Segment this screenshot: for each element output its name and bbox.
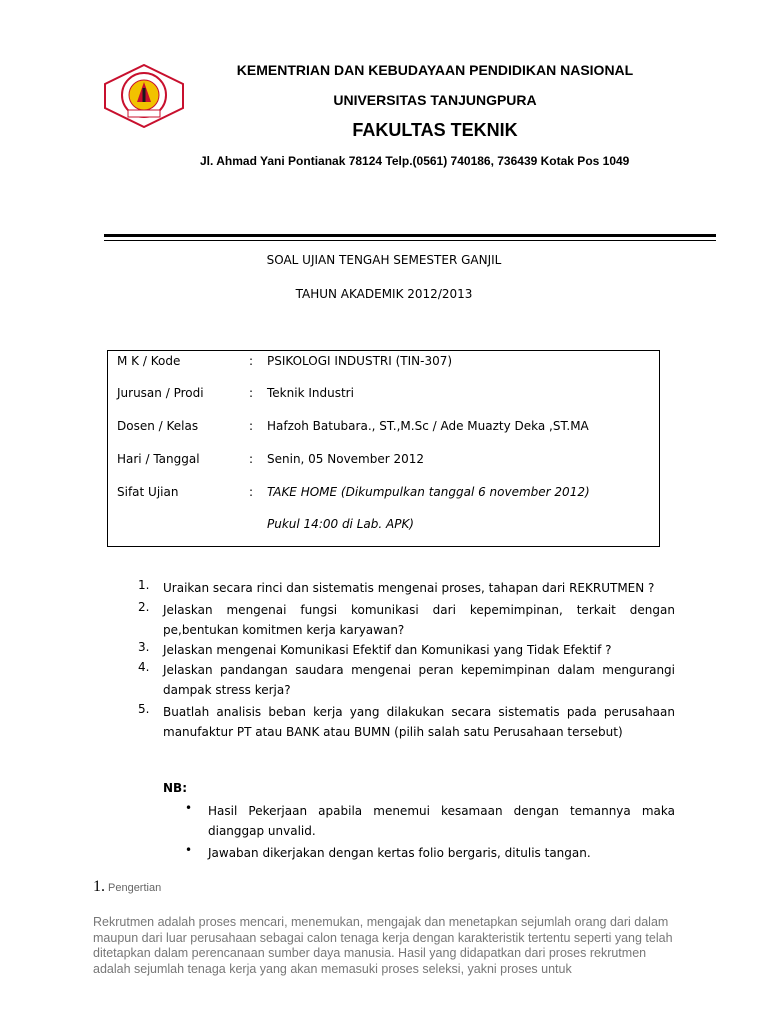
- exam-info-box: [107, 350, 660, 547]
- question-number: 1.: [138, 578, 150, 592]
- university-heading: UNIVERSITAS TANJUNGPURA: [333, 92, 537, 108]
- question-text: Jelaskan mengenai Komunikasi Efektif dan Komunikasi yang Tidak Efektif ?: [163, 643, 612, 657]
- university-logo: [104, 64, 184, 128]
- question-number: 5.: [138, 702, 150, 716]
- info-colon: :: [249, 419, 254, 433]
- exam-title: SOAL UJIAN TENGAH SEMESTER GANJIL: [266, 253, 502, 267]
- question-text: Buatlah analisis beban kerja yang dilakukan secara sistematis pada perusahaan manufaktur PT atau BANK atau BUMN (pilih salah satu Perusahaan tersebut): [163, 705, 675, 739]
- question-number: 4.: [138, 660, 150, 674]
- info-value-continuation: Pukul 14:00 di Lab. APK): [267, 517, 414, 531]
- header-divider-thick: [104, 234, 716, 237]
- address-line: Jl. Ahmad Yani Pontianak 78124 Telp.(0561) 740186, 736439 Kotak Pos 1049: [200, 154, 630, 168]
- question-text: Jelaskan mengenai fungsi komunikasi dari kepemimpinan, terkait dengan pe,bentukan komitmen kerja karyawan?: [163, 603, 675, 637]
- nb-item: Jawaban dikerjakan dengan kertas folio bergaris, ditulis tangan.: [208, 846, 591, 860]
- info-value: PSIKOLOGI INDUSTRI (TIN-307): [267, 354, 453, 368]
- section-paragraph: Rekrutmen adalah proses mencari, menemukan, mengajak dan menetapkan sejumlah orang dari dalam maupun dari luar perusahaan sebagai calon tenaga kerja dengan karakteristik tertentu seperti yang telah ditetapkan dalam perencanaan sumber daya manusia. Hasil yang didapatkan dari proses rekrutmen adalah sejumlah tenaga kerja yang akan memasuki proses seleksi, yakni proses untuk: [93, 915, 673, 976]
- university-seal-icon: [104, 64, 184, 128]
- question-number: 2.: [138, 600, 150, 614]
- info-label: Hari / Tanggal: [117, 452, 200, 466]
- academic-year: TAHUN AKADEMIK 2012/2013: [295, 287, 473, 301]
- info-value: Senin, 05 November 2012: [267, 452, 425, 466]
- info-colon: :: [249, 485, 254, 499]
- question-text: Jelaskan pandangan saudara mengenai peran kepemimpinan dalam mengurangi dampak stress kerja?: [163, 663, 675, 697]
- bullet-icon: •: [185, 801, 193, 815]
- nb-label: NB:: [163, 781, 187, 795]
- ministry-heading: KEMENTRIAN DAN KEBUDAYAAN PENDIDIKAN NASIONAL: [236, 62, 634, 78]
- info-label: M K / Kode: [117, 354, 181, 368]
- info-colon: :: [249, 452, 254, 466]
- info-label: Dosen / Kelas: [117, 419, 199, 433]
- question-number: 3.: [138, 640, 150, 654]
- info-value: TAKE HOME (Dikumpulkan tanggal 6 november 2012): [267, 485, 590, 499]
- nb-item: Hasil Pekerjaan apabila menemui kesamaan dengan temannya maka dianggap unvalid.: [208, 804, 675, 838]
- header-divider-thin: [104, 240, 716, 241]
- info-label: Jurusan / Prodi: [117, 386, 204, 400]
- info-value: Hafzoh Batubara., ST.,M.Sc / Ade Muazty Deka ,ST.MA: [267, 419, 589, 433]
- faculty-heading: FAKULTAS TEKNIK: [352, 120, 518, 140]
- section-title: Pengertian: [108, 882, 162, 894]
- info-colon: :: [249, 354, 254, 368]
- info-label: Sifat Ujian: [117, 485, 179, 499]
- info-value: Teknik Industri: [267, 386, 354, 400]
- bullet-icon: •: [185, 843, 193, 857]
- info-colon: :: [249, 386, 254, 400]
- section-number: 1.: [93, 878, 105, 895]
- question-text: Uraikan secara rinci dan sistematis mengenai proses, tahapan dari REKRUTMEN ?: [163, 581, 655, 595]
